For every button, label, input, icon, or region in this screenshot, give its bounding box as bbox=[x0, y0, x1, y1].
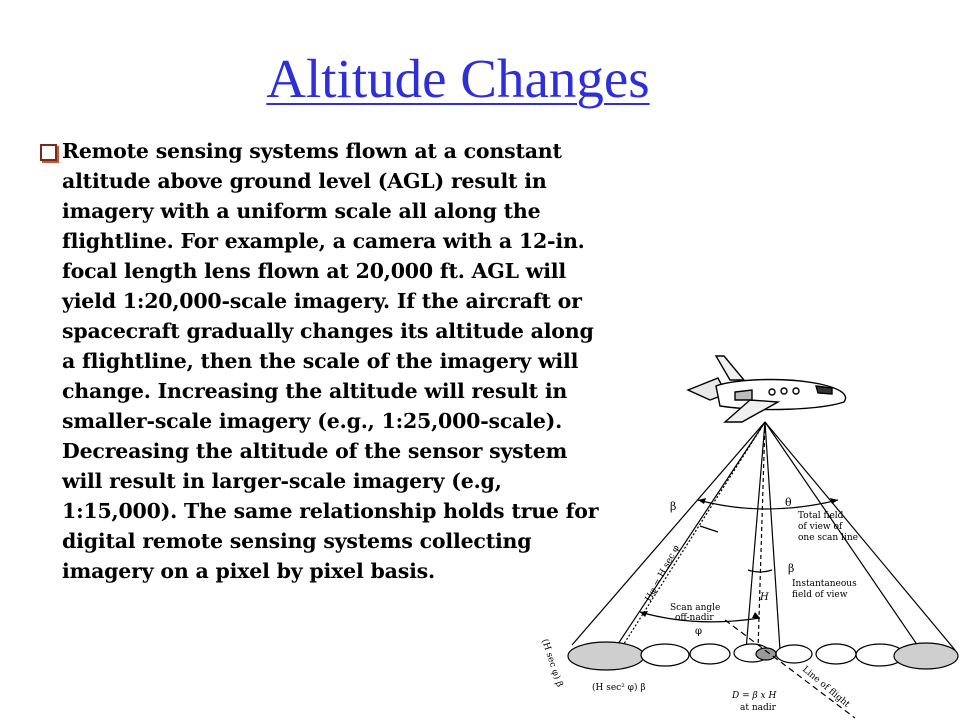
theta-label: θ bbox=[785, 496, 792, 509]
total-fov-label-3: one scan line bbox=[798, 533, 858, 543]
total-fov-label-2: of view of bbox=[798, 522, 843, 532]
h-phi-label: Hφ = H sec φ bbox=[643, 543, 682, 604]
square-bullet-icon bbox=[40, 144, 57, 161]
beta-top-label: β bbox=[670, 500, 677, 513]
scan-fan-lines bbox=[572, 422, 955, 650]
bullet-paragraph: Remote sensing systems flown at a constant altitude above ground level (AGL) result in imagery with a uniform scale all along the flightline. For example, a camera with a 12-in. focal length lens flown at 20,000 ft. AGL will yield 1:20,000-scale imagery. If the aircraft or spacecraft gradually changes its altitude along a flightline, then the scale of the imagery will change. Increasing the altitude will result in smaller-scale imagery (e.g., 1:25,000-scale). Decreasing the altitude of the sensor system will result in larger-scale imagery (e.g, 1:15,000). The same relationship holds true for digital remote sensing systems collecting imagery on a pixel by pixel basis. bbox=[62, 139, 599, 583]
line-of-flight-label: Line of flight bbox=[800, 664, 852, 710]
d-formula-label: D = β x H bbox=[732, 691, 777, 701]
bullet-list bbox=[40, 136, 600, 583]
scan-angle-label-2: off-nadir bbox=[675, 613, 714, 623]
aircraft-icon bbox=[688, 356, 846, 422]
phi-label: φ bbox=[695, 626, 703, 637]
ground-pixel-ellipses bbox=[568, 642, 958, 670]
left-dimension-label: (H sec φ) β bbox=[539, 637, 565, 689]
slide-title: Altitude Changes bbox=[266, 48, 650, 109]
h-label: H bbox=[760, 592, 769, 603]
ifov-label-1: Instantaneous bbox=[792, 579, 857, 589]
total-fov-label-1: Total field bbox=[798, 511, 844, 521]
beta-mid-label: β bbox=[788, 562, 795, 575]
scanner-geometry-diagram bbox=[520, 350, 960, 720]
bottom-dimension-label: (H sec² φ) β bbox=[592, 683, 646, 693]
ifov-label-2: field of view bbox=[792, 590, 848, 600]
at-nadir-label: at nadir bbox=[740, 703, 776, 713]
scan-angle-label-1: Scan angle bbox=[670, 603, 721, 613]
